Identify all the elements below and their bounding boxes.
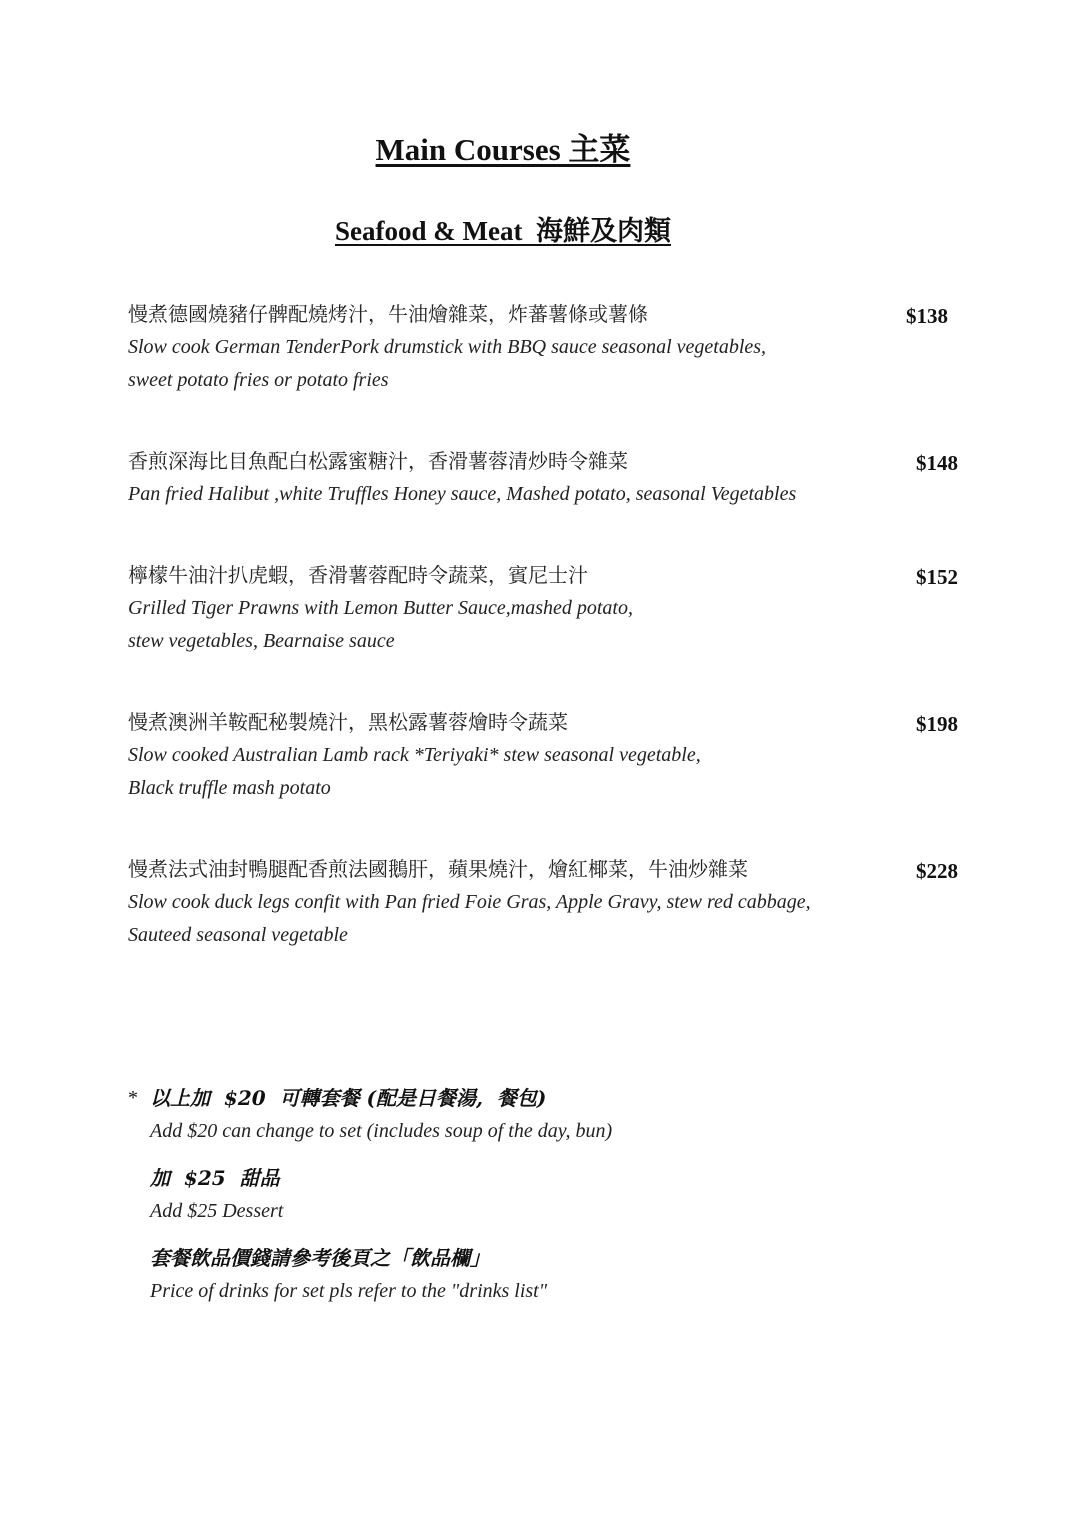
set-upgrade-note xyxy=(128,1082,888,1148)
menu-item-name-en: Slow cooked Australian Lamb rack *Teriyaki* stew seasonal vegetable, Black truffle mash potato xyxy=(128,744,701,799)
menu-item-price: $152 xyxy=(916,565,958,589)
menu-item-name-en: Grilled Tiger Prawns with Lemon Butter Sauce,mashed potato, stew vegetables, Bearnaise sauce xyxy=(128,597,633,652)
set-upgrade-zh: 以上加 $20 可轉套餐 (配是日餐湯, 餐包) xyxy=(150,1086,547,1110)
menu-item-price: $228 xyxy=(916,859,958,883)
menu-item xyxy=(128,559,958,658)
section-title: Seafood & Meat 海鮮及肉類 xyxy=(335,216,671,246)
set-notes xyxy=(128,1082,888,1308)
dessert-note xyxy=(128,1162,888,1228)
set-upgrade-en: Add $20 can change to set (includes soup of the day, bun) xyxy=(150,1120,613,1142)
menu-item xyxy=(128,298,958,397)
menu-item xyxy=(128,706,958,805)
menu-item-name-zh: 檸檬牛油汁扒虎蝦，香滑薯蓉配時令蔬菜，賓尼士汁 xyxy=(128,563,588,587)
dessert-en: Add $25 Dessert xyxy=(150,1200,284,1222)
menu-item-name-zh: 慢煮澳洲羊鞍配秘製燒汁，黑松露薯蓉燴時令蔬菜 xyxy=(128,710,568,734)
menu-item-price: $148 xyxy=(916,451,958,475)
menu-item-price: $198 xyxy=(916,712,958,736)
drinks-zh: 套餐飲品價錢請參考後頁之「飲品欄」 xyxy=(150,1246,490,1270)
page-title: Main Courses 主菜 xyxy=(375,132,631,167)
menu-item xyxy=(128,445,958,511)
drinks-en: Price of drinks for set pls refer to the "drinks list" xyxy=(150,1280,548,1302)
menu-item-price: $138 xyxy=(906,304,948,328)
menu-item-name-en: Slow cook duck legs confit with Pan fried Foie Gras, Apple Gravy, stew red cabbage, Sauteed seasonal vegetable xyxy=(128,891,811,946)
asterisk-mark: * xyxy=(128,1087,138,1109)
menu-item-name-zh: 香煎深海比目魚配白松露蜜糖汁，香滑薯蓉清炒時令雜菜 xyxy=(128,449,628,473)
drinks-note xyxy=(128,1242,888,1308)
menu-item-name-en: Slow cook German TenderPork drumstick with BBQ sauce seasonal vegetables, sweet potato fries or potato fries xyxy=(128,336,767,391)
menu-item xyxy=(128,853,958,952)
menu-item-name-en: Pan fried Halibut ,white Truffles Honey sauce, Mashed potato, seasonal Vegetables xyxy=(128,483,797,505)
menu-item-name-zh: 慢煮德國燒豬仔髀配燒烤汁，牛油燴雜菜，炸蕃薯條或薯條 xyxy=(128,302,648,326)
dessert-zh: 加 $25 甜品 xyxy=(150,1166,280,1190)
menu-item-name-zh: 慢煮法式油封鴨腿配香煎法國鵝肝，蘋果燒汁，燴紅椰菜，牛油炒雜菜 xyxy=(128,857,748,881)
